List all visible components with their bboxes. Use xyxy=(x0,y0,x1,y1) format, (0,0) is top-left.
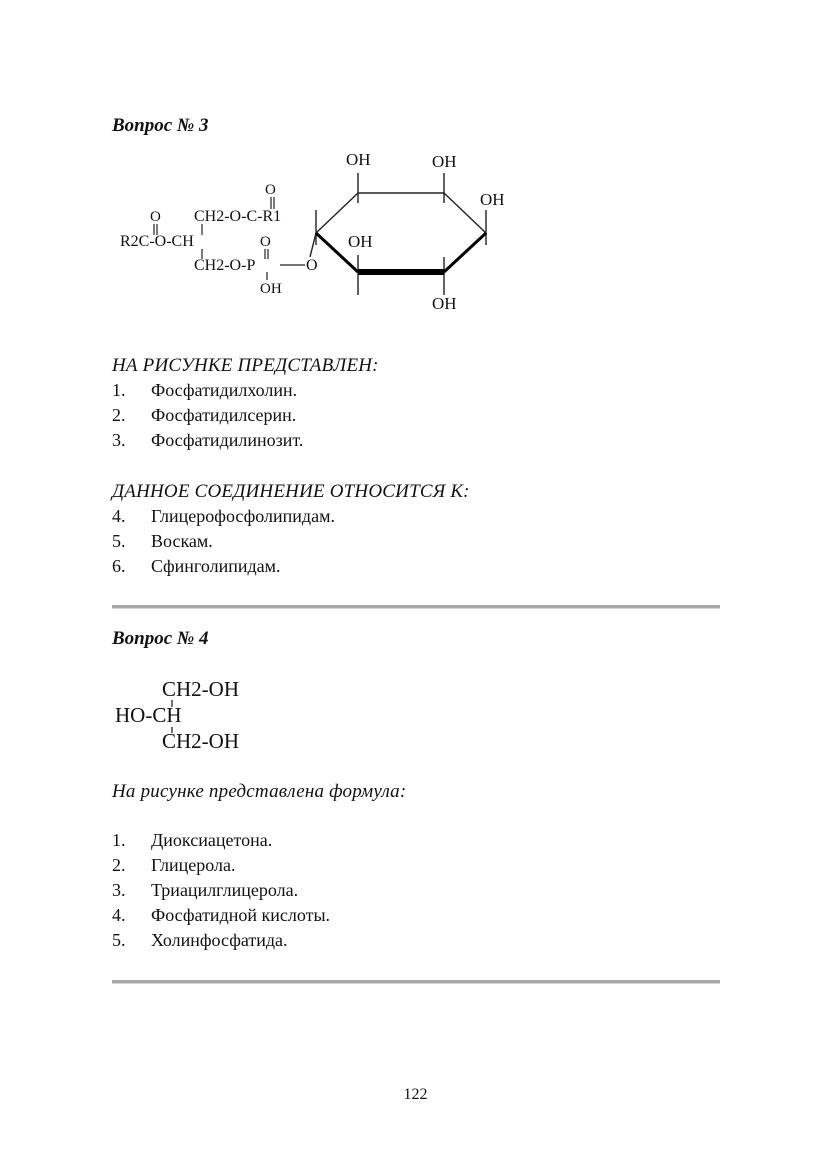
option-3: 3. Триацилглицерола. xyxy=(112,880,299,900)
inositol-ring xyxy=(310,173,486,295)
question-4-options xyxy=(112,828,330,953)
oh-bottom: OH xyxy=(432,294,457,313)
page-number: 122 xyxy=(403,1086,428,1103)
option-4: 4. Фосфатидной кислоты. xyxy=(112,905,331,925)
oh-inner: OH xyxy=(348,232,373,251)
question-4-heading: На рисунке представлена формула: xyxy=(112,781,407,802)
ring-bold-edge xyxy=(316,233,486,272)
carbonyl-o-1: O xyxy=(265,182,276,198)
question-3-heading-1: НА РИСУНКЕ ПРЕДСТАВЛЕН: xyxy=(112,355,379,376)
question-3-title: Вопрос № 3 xyxy=(112,115,209,136)
section-divider-1 xyxy=(112,605,720,609)
option-6: 6. Сфинголипидам. xyxy=(112,556,281,576)
formula-line-2: HO-CH xyxy=(115,703,182,727)
phosphate-oh: OH xyxy=(260,281,282,297)
row-ch2-ester: CH2-O-C-R1 xyxy=(194,208,282,225)
carbonyl-o-2: O xyxy=(150,209,161,225)
option-2: 2. Глицерола. xyxy=(112,855,236,875)
option-1: 1. Диоксиацетона. xyxy=(112,830,273,850)
glycerol-formula xyxy=(110,670,290,760)
option-4: 4. Глицерофосфолипидам. xyxy=(112,506,335,526)
row-r2-ester: R2C-O-CH xyxy=(120,233,194,250)
row-ch2-phosphate: CH2-O-P xyxy=(194,257,256,274)
link-o: O xyxy=(306,257,318,274)
formula-line-1: CH2-OH xyxy=(162,677,239,701)
section-divider-2 xyxy=(112,980,720,984)
oh-right: OH xyxy=(480,190,505,209)
option-1: 1. Фосфатидилхолин. xyxy=(112,380,298,400)
question-4-title: Вопрос № 4 xyxy=(112,628,209,649)
phosphatidylinositol-structure xyxy=(110,145,520,320)
question-3-options-2 xyxy=(112,504,335,579)
oh-top-right: OH xyxy=(432,152,457,171)
option-2: 2. Фосфатидилсерин. xyxy=(112,405,297,425)
option-5: 5. Воскам. xyxy=(112,531,213,551)
question-3-heading-2: ДАННОЕ СОЕДИНЕНИЕ ОТНОСИТСЯ К: xyxy=(112,481,470,502)
option-5: 5. Холинфосфатида. xyxy=(112,930,288,950)
question-3-options-1 xyxy=(112,378,303,453)
oh-top-left: OH xyxy=(346,150,371,169)
option-3: 3. Фосфатидилинозит. xyxy=(112,430,304,450)
formula-line-3: CH2-OH xyxy=(162,729,239,753)
phosphate-o: O xyxy=(260,234,271,250)
